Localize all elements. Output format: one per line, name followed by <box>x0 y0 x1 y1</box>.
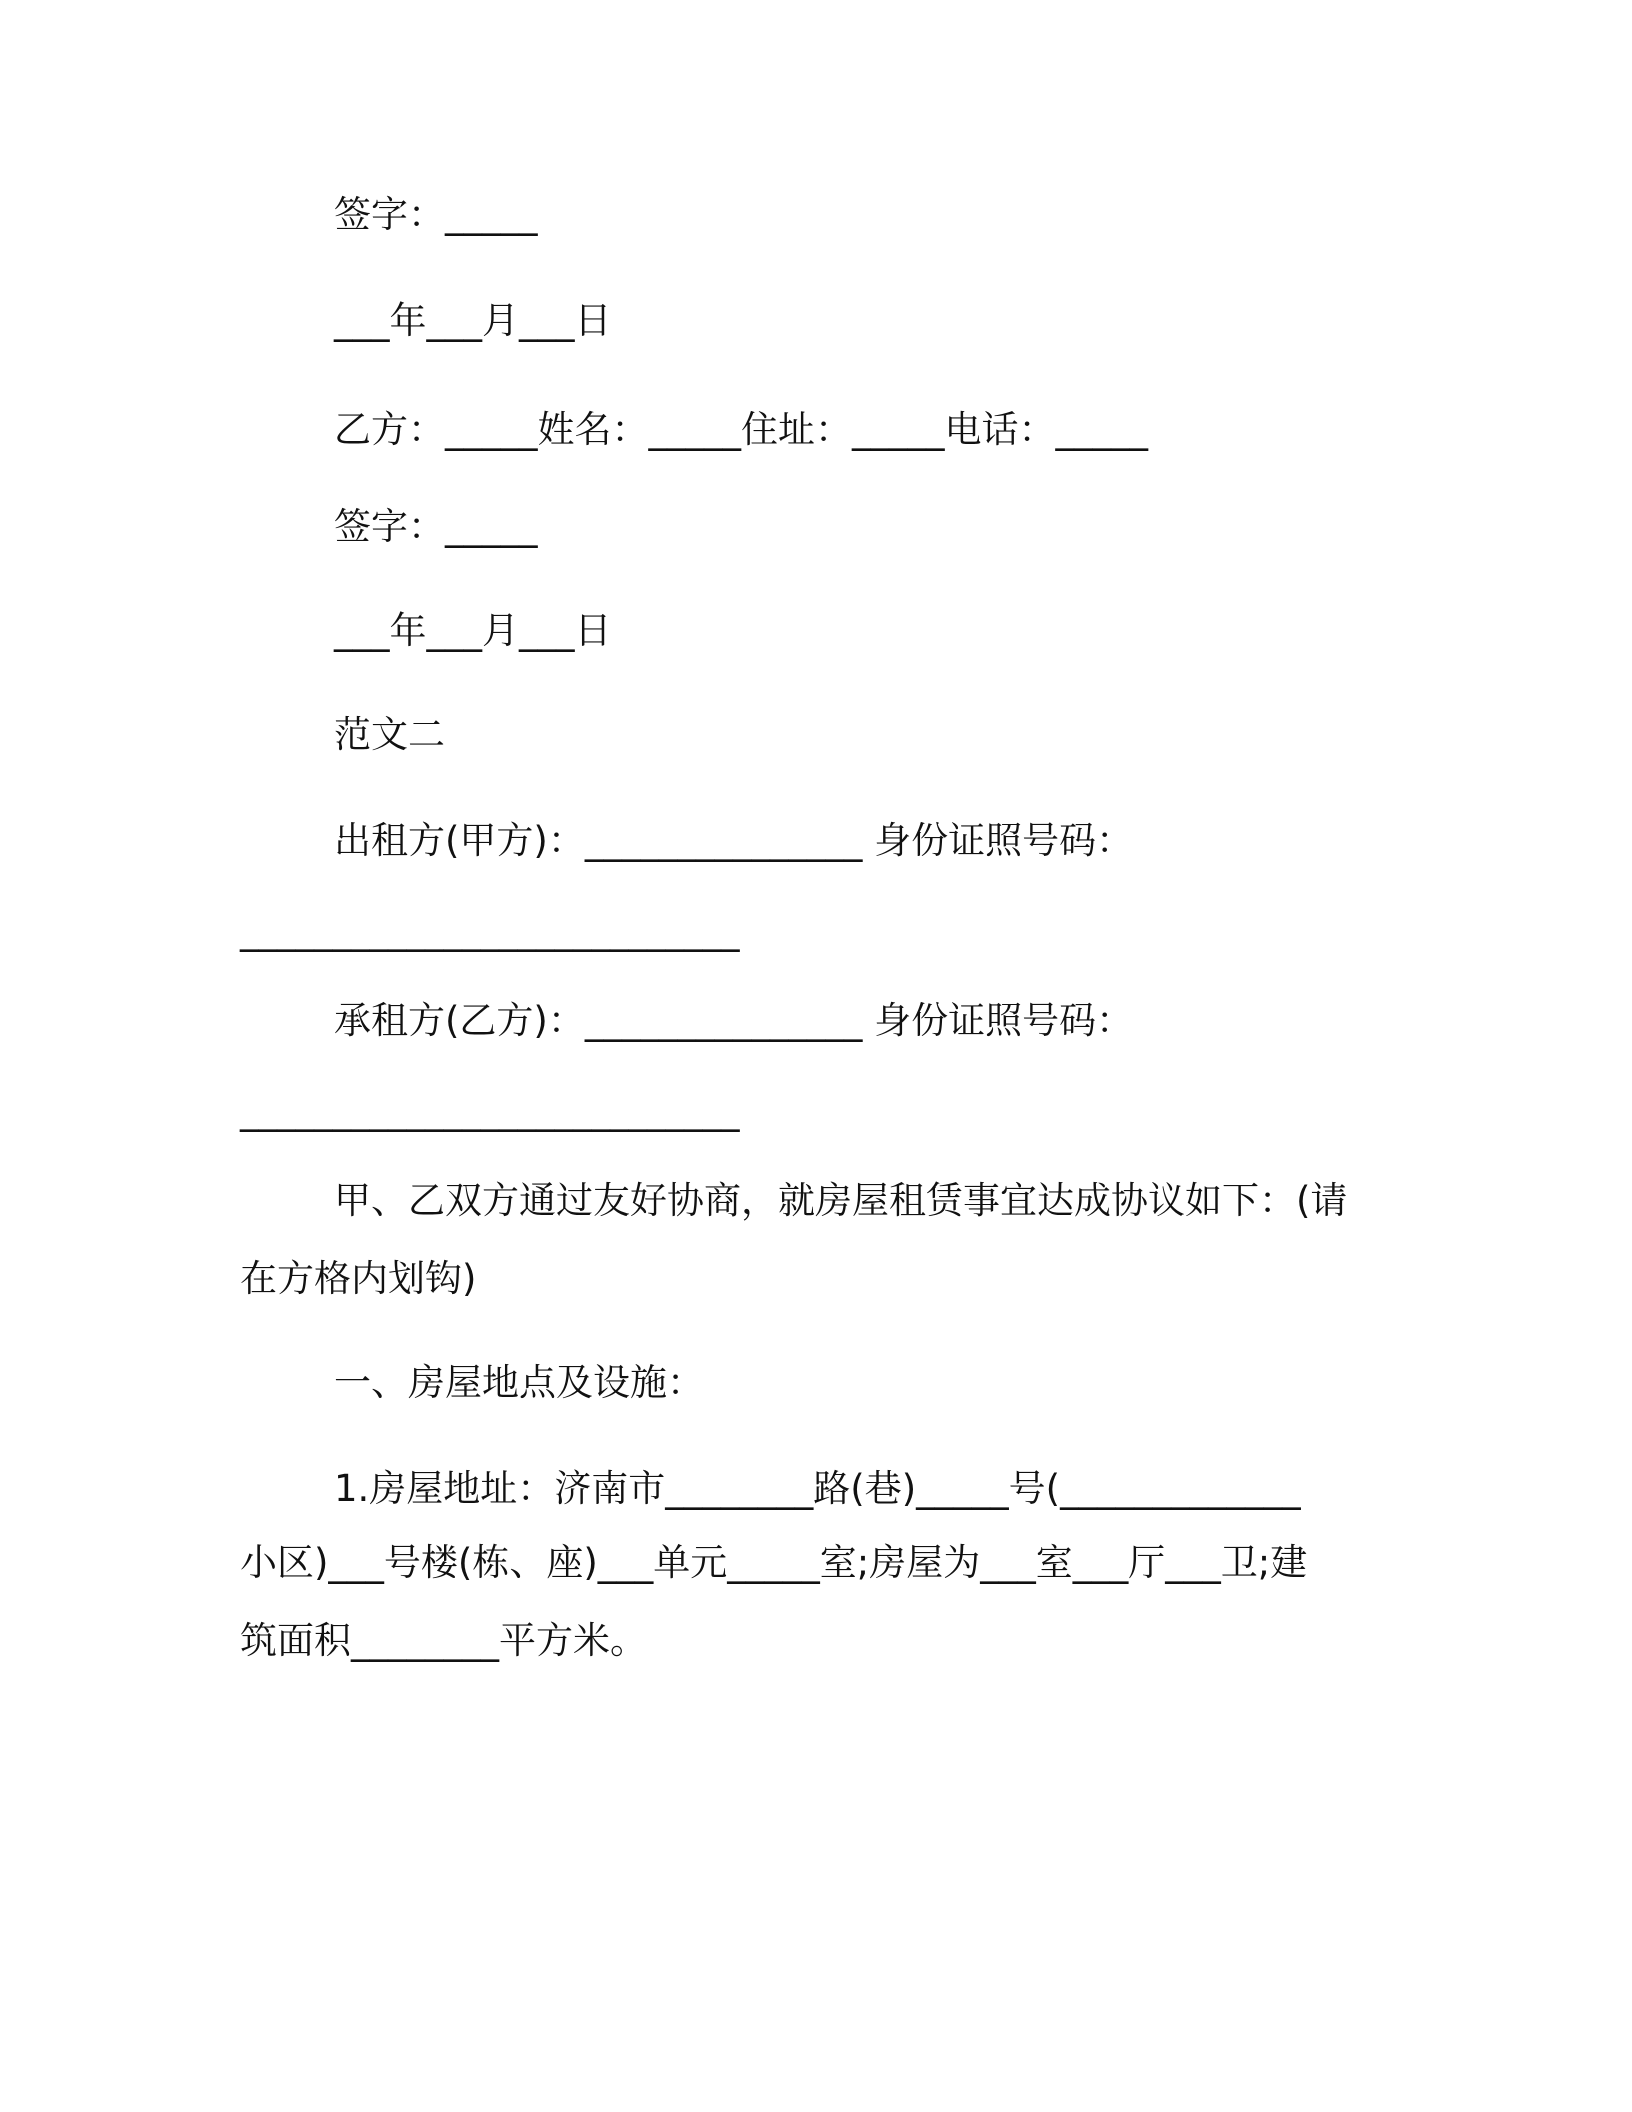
agreement-intro-line-1: 甲、乙双方通过友好协商，就房屋租赁事宜达成协议如下：(请 <box>334 1179 1348 1222</box>
party-a-date-line: ___年___月___日 <box>334 299 612 342</box>
address-line-1: 1.房屋地址：济南市________路(巷)_____号(_____________ <box>334 1467 1301 1510</box>
clause-one-heading: 一、房屋地点及设施： <box>334 1361 704 1404</box>
agreement-intro-line-2: 在方格内划钩) <box>240 1257 477 1300</box>
lessee-line: 承租方(乙方)：_______________ 身份证照号码： <box>334 999 1134 1042</box>
lessee-id-blank-line: ___________________________ <box>240 1089 740 1132</box>
lessor-id-blank-line: ___________________________ <box>240 909 740 952</box>
party-b-date-line: ___年___月___日 <box>334 609 612 652</box>
address-line-3: 筑面积________平方米。 <box>240 1619 647 1662</box>
party-b-info-line: 乙方：_____姓名：_____住址：_____电话：_____ <box>334 408 1148 451</box>
party-b-signature-line: 签字：_____ <box>334 505 538 548</box>
lessor-line: 出租方(甲方)：_______________ 身份证照号码： <box>334 819 1134 862</box>
party-a-signature-line: 签字：_____ <box>334 193 538 236</box>
address-line-2: 小区)___号楼(栋、座)___单元_____室;房屋为___室___厅___卫;建 <box>240 1541 1308 1584</box>
section-heading-sample-two: 范文二 <box>334 713 445 756</box>
